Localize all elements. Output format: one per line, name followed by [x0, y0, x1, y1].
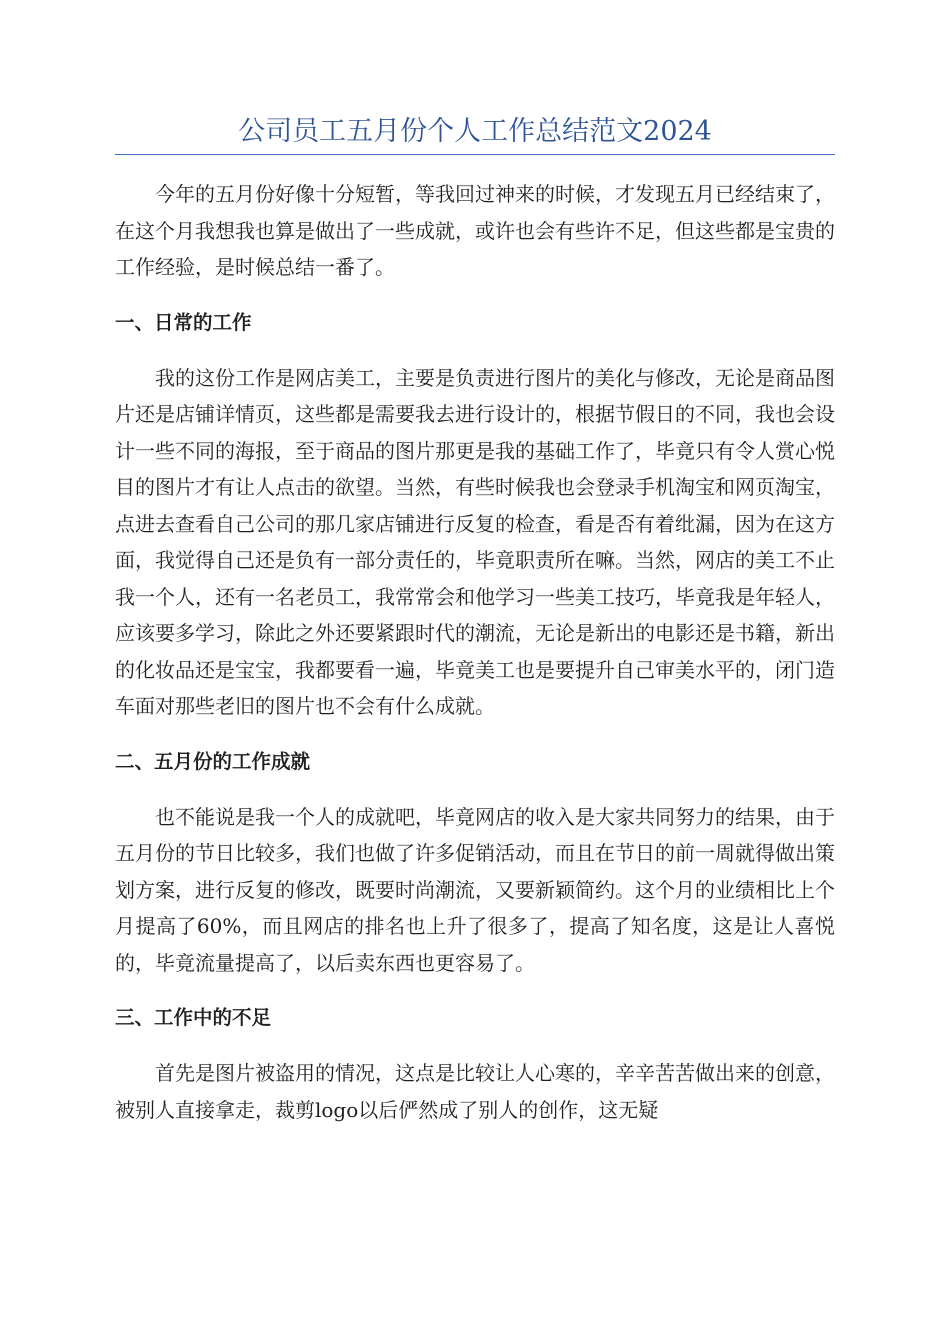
section-paragraph-shortcomings: 首先是图片被盗用的情况，这点是比较让人心寒的，辛辛苦苦做出来的创意，被别人直接拿走，裁剪logo以后俨然成了别人的创作，这无疑: [115, 1061, 835, 1122]
document-title: 公司员工五月份个人工作总结范文2024: [238, 116, 712, 147]
section-paragraph-may-achievements: 也不能说是我一个人的成就吧，毕竟网店的收入是大家共同努力的结果，由于五月份的节日比较多，我们也做了许多促销活动，而且在节日的前一周就得做出策划方案，进行反复的修改，既要时尚潮流，又要新颖简约。这个月的业绩相比上个月提高了60%，而且网店的排名也上升了很多了，提高了知名度，这是让人喜悦的，毕竟流量提高了，以后卖东西也更容易了。: [115, 804, 835, 975]
section-paragraph-daily-work: 我的这份工作是网店美工，主要是负责进行图片的美化与修改，无论是商品图片还是店铺详情页，这些都是需要我去进行设计的，根据节假日的不同，我也会设计一些不同的海报，至于商品的图片那更是我的基础工作了，毕竟只有令人赏心悦目的图片才有让人点击的欲望。当然，有些时候我也会登录手机淘宝和网页淘宝，点进去查看自己公司的那几家店铺进行反复的检查，看是否有着纰漏，因为在这方面，我觉得自己还是负有一部分责任的，毕竟职责所在嘛。当然，网店的美工不止我一个人，还有一名老员工，我常常会和他学习一些美工技巧，毕竟我是年轻人，应该要多学习，除此之外还要紧跟时代的潮流，无论是新出的电影还是书籍，新出的化妆品还是宝宝，我都要看一遍，毕竟美工也是要提升自己审美水平的，闭门造车面对那些老旧的图片也不会有什么成就。: [115, 365, 835, 718]
document-body: [115, 176, 835, 1128]
section-heading-daily-work: 一、日常的工作: [115, 310, 252, 334]
section-heading-may-achievements: 二、五月份的工作成就: [115, 749, 311, 773]
intro-paragraph: 今年的五月份好像十分短暂，等我回过神来的时候，才发现五月已经结束了，在这个月我想我也算是做出了一些成就，或许也会有些许不足，但这些都是宝贵的工作经验，是时候总结一番了。: [115, 182, 835, 279]
section-heading-shortcomings: 三、工作中的不足: [115, 1006, 272, 1029]
title-underline: [115, 154, 835, 155]
